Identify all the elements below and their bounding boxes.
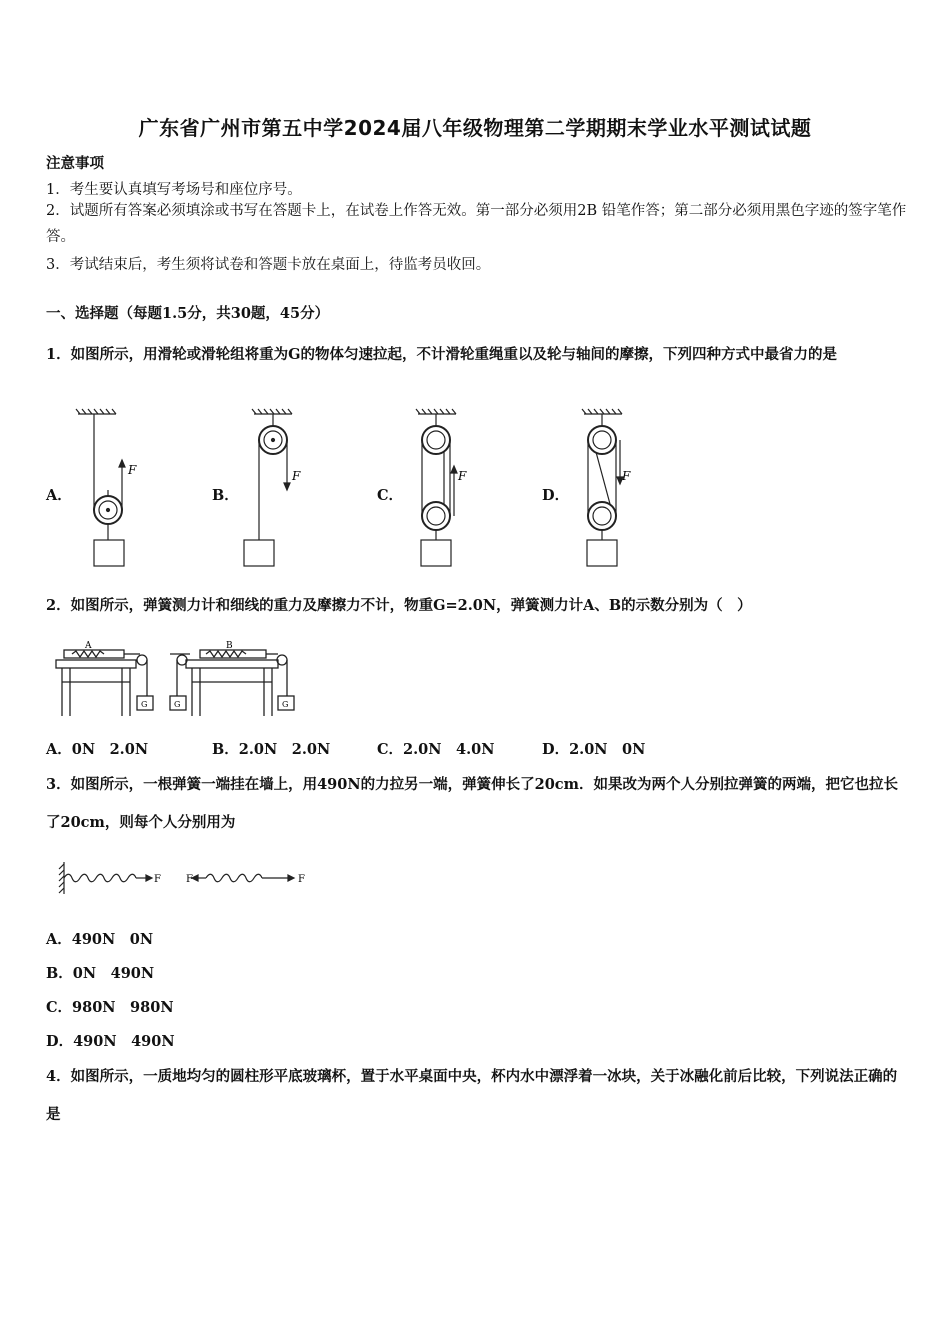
q2-text: 2．如图所示，弹簧测力计和细线的重力及摩擦力不计，物重G=2.0N，弹簧测力计A、B的示数分别为（ ） (46, 597, 752, 614)
q1-figure-a (70, 408, 160, 568)
svg-text:F: F (458, 469, 467, 483)
svg-text:G: G (141, 700, 148, 709)
svg-text:F: F (154, 874, 161, 885)
svg-text:F: F (292, 469, 301, 483)
notice-item-3: 3．考试结束后，考生须将试卷和答题卡放在桌面上，待监考员收回。 (46, 257, 491, 273)
svg-text:G: G (174, 700, 181, 709)
q3-option-b: B．0N 490N (46, 965, 155, 982)
q3-option-c: C．980N 980N (46, 999, 174, 1016)
svg-text:F: F (622, 469, 631, 483)
section-heading: 一、选择题（每题1.5分，共30题，45分） (46, 305, 330, 322)
q3-figure (56, 858, 316, 898)
q2-option-c: C．2.0N 4.0N (377, 741, 495, 758)
notice-item-2: 2．试题所有答案必须填涂或书写在答题卡上，在试卷上作答无效。第一部分必须用2B 铅笔作答；第二部分必须用黑色字迹的签字笔作答。 (46, 203, 907, 245)
q1-label-a: A． (46, 487, 72, 504)
svg-text:F: F (298, 874, 305, 885)
q4-text: 4．如图所示，一质地均匀的圆柱形平底玻璃杯，置于水平桌面中央，杯内水中漂浮着一冰块，关于冰融化前后比较，下列说法正确的是 (46, 1068, 898, 1123)
q3-text: 3．如图所示，一根弹簧一端挂在墙上，用490N的力拉另一端，弹簧伸长了20cm．如果改为两个人分别拉弹簧的两端，把它也拉长了20cm，则每个人分别用为 (46, 776, 898, 831)
q1-label-d: D． (542, 487, 570, 504)
q2-figure (50, 636, 300, 720)
q2-option-a: A．0N 2.0N (46, 741, 149, 758)
q1-figure-c (400, 408, 490, 568)
q1-label-b: B． (212, 487, 239, 504)
svg-text:G: G (282, 700, 289, 709)
q3-option-d: D．490N 490N (46, 1033, 175, 1050)
q1-label-c: C． (377, 487, 404, 504)
q2-option-d: D．2.0N 0N (542, 741, 646, 758)
q1-figure-b (236, 408, 326, 568)
q3-option-a: A．490N 0N (46, 931, 154, 948)
notice-item-1: 1．考生要认真填写考场号和座位序号。 (46, 182, 302, 198)
q1-text: 1．如图所示，用滑轮或滑轮组将重为G的物体匀速拉起，不计滑轮重绳重以及轮与轴间的摩擦，下列四种方式中最省力的是 (46, 346, 837, 363)
svg-text:F: F (128, 463, 137, 477)
svg-text:B: B (226, 641, 233, 651)
page-title: 广东省广州市第五中学2024届八年级物理第二学期期末学业水平测试试题 (138, 116, 812, 140)
notice-heading: 注意事项 (46, 155, 104, 172)
q2-option-b: B．2.0N 2.0N (212, 741, 331, 758)
q1-figure-d (566, 408, 656, 568)
svg-text:A: A (85, 641, 92, 651)
svg-text:F: F (186, 874, 193, 885)
